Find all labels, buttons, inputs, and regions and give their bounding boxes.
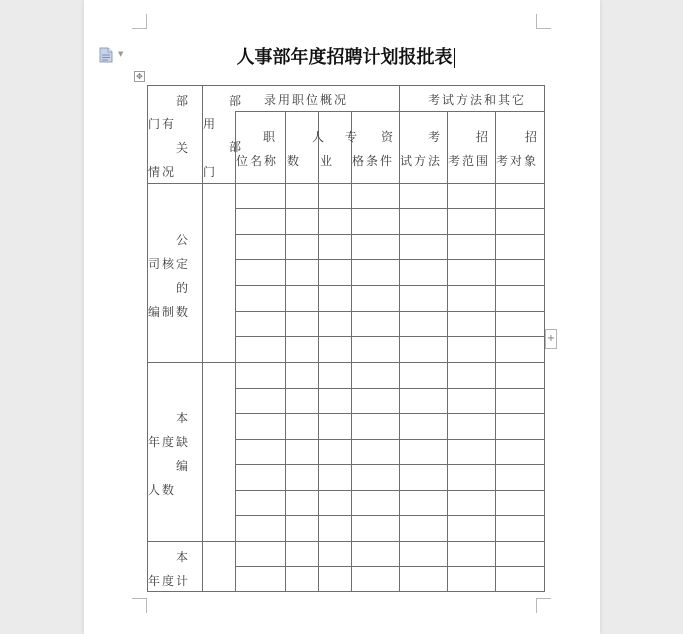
header-qualification: 资 [381, 130, 394, 144]
row-label-shortage: 编 [176, 459, 189, 473]
cell-text-dept-info: 关 [176, 141, 189, 155]
document-title[interactable]: 人事部年度招聘计划报批表 [236, 47, 453, 68]
row-label-quota: 公 [176, 233, 189, 247]
table-move-handle-icon[interactable]: ✥ [134, 71, 145, 82]
clipped-cell-text: 专 [345, 130, 358, 144]
header-major: 业 [320, 154, 333, 168]
row-label-shortage: 本 [176, 411, 189, 425]
add-column-button[interactable]: + [545, 329, 557, 349]
cell-text-dept-info: 门有 [148, 117, 177, 131]
header-group-exam: 考试方法和其它 [428, 93, 527, 107]
row-label-shortage: 人数 [148, 483, 177, 497]
header-exam-method: 试方法 [400, 154, 443, 168]
cell-text-dept: 用 [203, 117, 216, 131]
row-label-shortage: 年度缺 [148, 435, 191, 449]
clipped-cell-text: 部 部 [229, 94, 242, 154]
header-position-name: 职 [263, 130, 276, 144]
header-exam-target: 考对象 [496, 154, 539, 168]
header-exam-scope: 考范围 [448, 154, 491, 168]
clipped-cell-text: 人 [312, 130, 325, 144]
header-exam-target: 招 [525, 130, 538, 144]
row-label-quota: 的 [176, 281, 189, 295]
header-count: 数 [287, 154, 300, 168]
row-label-quota: 编制数 [148, 305, 191, 319]
row-label-plan: 本 [176, 550, 189, 564]
cell-text-dept-info: 部 [176, 94, 189, 108]
header-position-name: 位名称 [236, 154, 279, 168]
header-qualification: 格条件 [352, 154, 395, 168]
cell-text-dept: 门 [203, 165, 216, 179]
cell-text-dept-info: 情况 [148, 165, 177, 179]
row-label-plan: 年度计 [148, 574, 191, 588]
header-exam-method: 考 [428, 130, 441, 144]
chevron-down-icon[interactable]: ▼ [118, 50, 124, 58]
header-group-position: 录用职位概况 [264, 93, 349, 107]
row-label-quota: 司核定 [148, 257, 191, 271]
header-exam-scope: 招 [476, 130, 489, 144]
